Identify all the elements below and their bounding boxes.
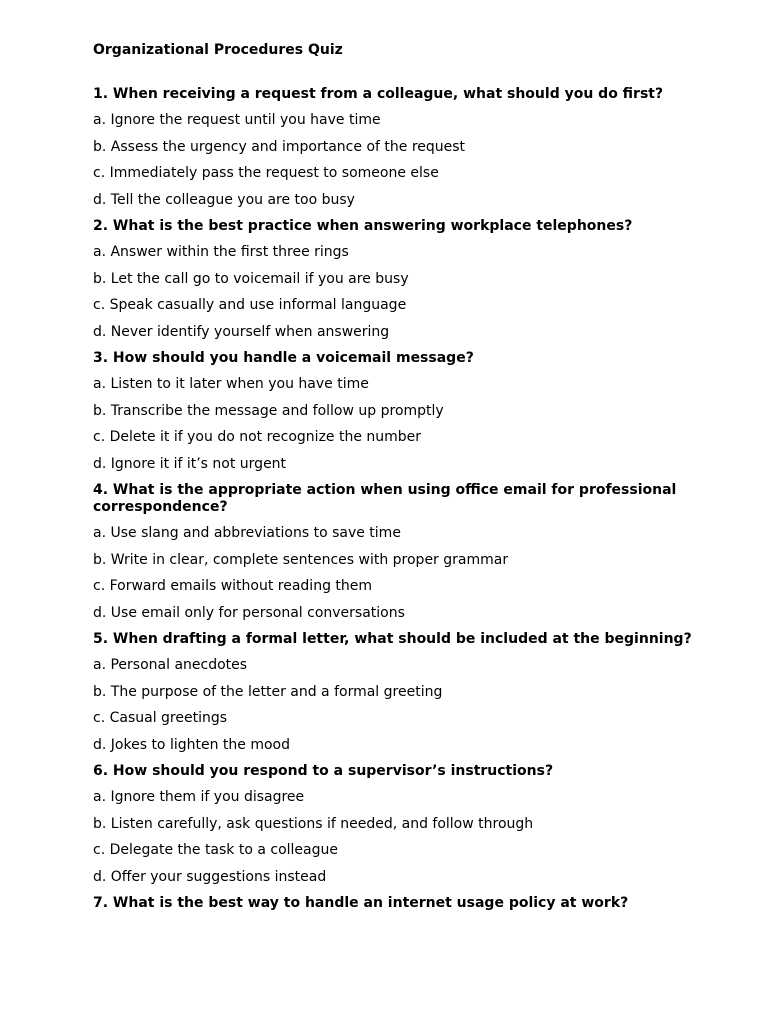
answer-option: a. Listen to it later when you have time <box>93 376 369 392</box>
answer-option: d. Use email only for personal conversations <box>93 604 405 621</box>
answer-option: b. Transcribe the message and follow up promptly <box>93 402 444 419</box>
answer-option: b. The purpose of the letter and a formal greeting <box>93 683 443 700</box>
question-text: 1. When receiving a request from a colleague, what should you do first? <box>93 86 664 102</box>
answer-option: d. Never identify yourself when answering <box>93 323 390 340</box>
question-3 <box>93 350 693 473</box>
question-text: 6. How should you respond to a supervisor’s instructions? <box>93 763 554 779</box>
answer-option: c. Delete it if you do not recognize the number <box>93 429 422 445</box>
question-1 <box>93 86 693 209</box>
answer-option: a. Answer within the first three rings <box>93 244 349 260</box>
document-page <box>93 41 693 921</box>
answer-option: a. Ignore the request until you have time <box>93 112 381 128</box>
answer-option: a. Use slang and abbreviations to save time <box>93 525 401 541</box>
answer-option: d. Jokes to lighten the mood <box>93 736 290 753</box>
question-6 <box>93 763 693 886</box>
answer-option: d. Tell the colleague you are too busy <box>93 191 355 208</box>
answer-option: b. Let the call go to voicemail if you are busy <box>93 270 409 287</box>
answer-option: a. Personal anecdotes <box>93 657 248 673</box>
answer-option: d. Ignore it if it’s not urgent <box>93 455 287 472</box>
answer-option: b. Listen carefully, ask questions if needed, and follow through <box>93 815 534 832</box>
answer-option: c. Speak casually and use informal language <box>93 297 407 313</box>
answer-option: d. Offer your suggestions instead <box>93 868 327 885</box>
question-4 <box>93 482 693 622</box>
answer-option: b. Write in clear, complete sentences with proper grammar <box>93 551 509 568</box>
answer-option: b. Assess the urgency and importance of the request <box>93 138 466 155</box>
question-text: 3. How should you handle a voicemail message? <box>93 350 474 366</box>
question-text: 4. What is the appropriate action when using office email for professional correspondence? <box>93 482 677 515</box>
question-text: 5. When drafting a formal letter, what should be included at the beginning? <box>93 631 692 647</box>
answer-option: c. Forward emails without reading them <box>93 578 373 594</box>
question-text: 7. What is the best way to handle an internet usage policy at work? <box>93 895 629 911</box>
answer-option: c. Delegate the task to a colleague <box>93 842 338 858</box>
question-5 <box>93 631 693 754</box>
answer-option: a. Ignore them if you disagree <box>93 789 305 805</box>
answer-option: c. Casual greetings <box>93 710 228 726</box>
question-7 <box>93 895 693 912</box>
answer-option: c. Immediately pass the request to someone else <box>93 165 439 181</box>
question-2 <box>93 218 693 341</box>
document-title: Organizational Procedures Quiz <box>93 42 343 58</box>
question-text: 2. What is the best practice when answering workplace telephones? <box>93 218 633 234</box>
